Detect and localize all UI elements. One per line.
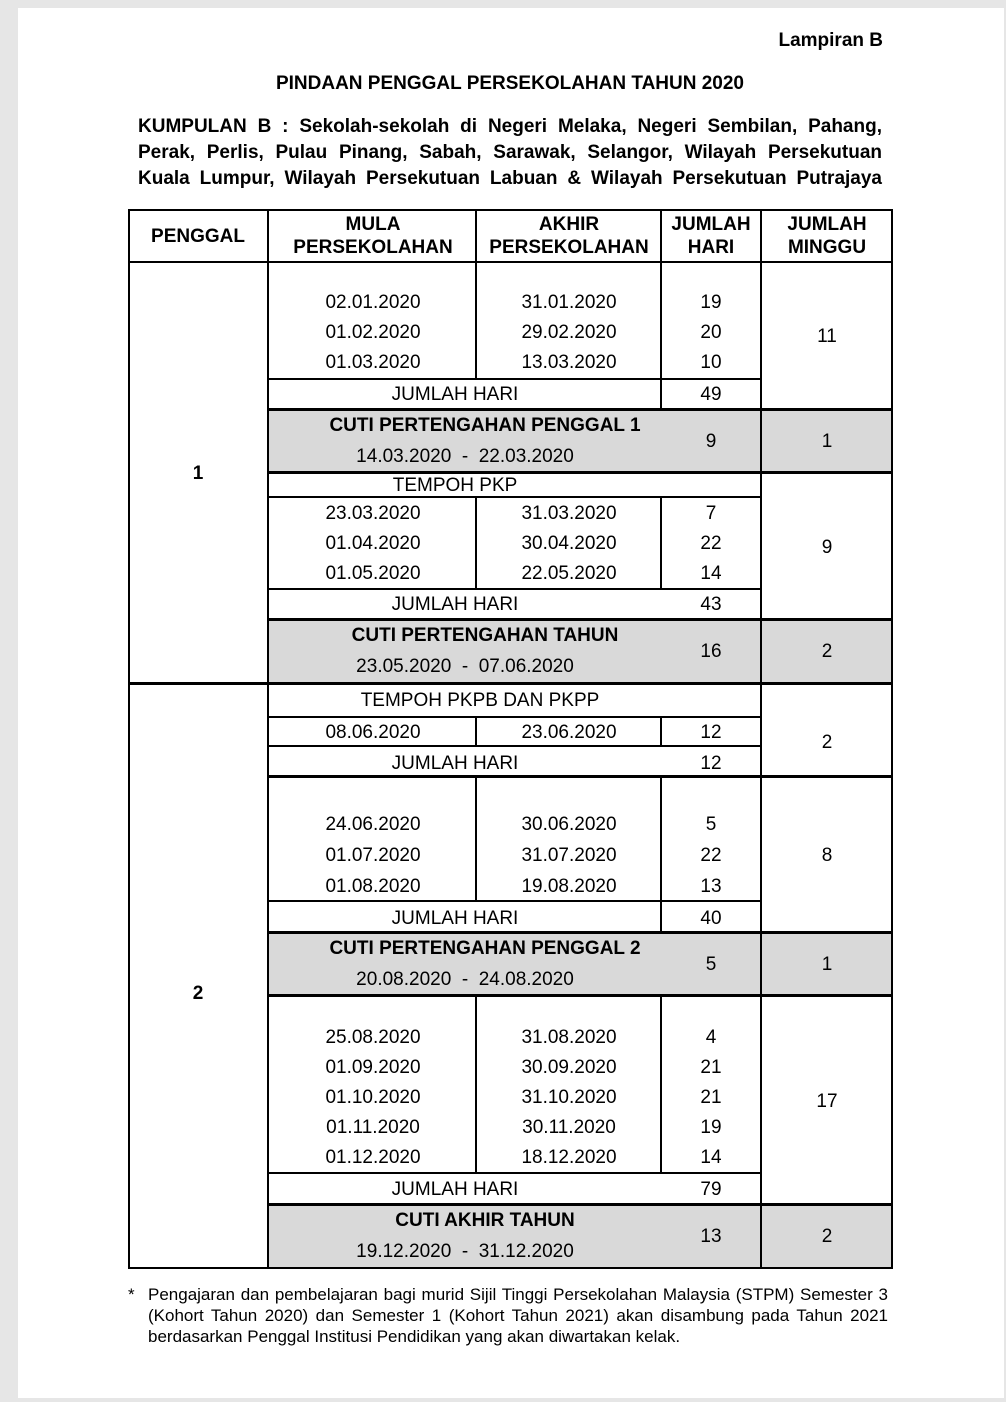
header-mula: MULA [345, 214, 401, 235]
minggu-value: 8 [821, 845, 833, 866]
table-rule [267, 209, 269, 1269]
table-rule [268, 408, 893, 411]
kumpulan-line: Perak, Perlis, Pulau Pinang, Sabah, Sarawak, Selangor, Wilayah Persekutuan [138, 142, 882, 163]
jumlah-hari-value: 12 [700, 722, 722, 743]
penggal-2-label: 2 [192, 983, 204, 1004]
date-mula: 02.01.2020 [325, 292, 421, 313]
table-rule [475, 776, 477, 901]
date-mula: 01.10.2020 [325, 1087, 421, 1108]
header-jumlah-hari: JUMLAH [671, 214, 751, 235]
table-rule [268, 775, 893, 778]
date-mula: 25.08.2020 [325, 1027, 421, 1048]
table-rule [268, 588, 761, 590]
table-rule [660, 209, 662, 263]
table-rule [128, 1267, 893, 1269]
date-mula: 01.09.2020 [325, 1057, 421, 1078]
jumlah-hari-label: JUMLAH HARI [391, 1179, 519, 1200]
jumlah-hari-value: 7 [705, 503, 717, 524]
jumlah-hari-label: JUMLAH HARI [391, 753, 519, 774]
table-rule [268, 471, 893, 474]
table-rule [268, 378, 761, 380]
table-rule [891, 209, 893, 1269]
penggal-1-label: 1 [192, 463, 204, 484]
cuti-minggu: 1 [821, 954, 833, 975]
date-akhir: 30.09.2020 [521, 1057, 617, 1078]
jumlah-hari-total: 43 [700, 594, 722, 615]
tempoh-pkpb-label: TEMPOH PKPB DAN PKPP [360, 690, 600, 711]
table-rule [268, 1172, 761, 1174]
date-mula: 01.05.2020 [325, 563, 421, 584]
jumlah-hari-total: 12 [700, 753, 722, 774]
date-mula: 01.12.2020 [325, 1147, 421, 1168]
jumlah-hari-label: JUMLAH HARI [391, 594, 519, 615]
date-akhir: 31.07.2020 [521, 845, 617, 866]
date-mula: 01.02.2020 [325, 322, 421, 343]
table-rule [760, 263, 762, 409]
date-akhir: 30.06.2020 [521, 814, 617, 835]
table-rule [128, 682, 893, 685]
table-rule [660, 716, 662, 746]
jumlah-hari-value: 5 [705, 814, 717, 835]
cuti-hari: 13 [700, 1226, 722, 1247]
table-rule [660, 776, 662, 932]
jumlah-hari-value: 20 [700, 322, 722, 343]
date-akhir: 31.08.2020 [521, 1027, 617, 1048]
table-rule [268, 716, 761, 718]
kumpulan-description [138, 114, 882, 192]
date-akhir: 29.02.2020 [521, 322, 617, 343]
minggu-value: 17 [816, 1091, 838, 1112]
date-akhir: 31.10.2020 [521, 1087, 617, 1108]
jumlah-hari-value: 21 [700, 1087, 722, 1108]
cuti-minggu: 2 [821, 641, 833, 662]
date-akhir: 30.11.2020 [522, 1117, 616, 1138]
table-rule [128, 209, 893, 211]
cuti-hari: 5 [705, 954, 717, 975]
header-jumlah-minggu: MINGGU [787, 237, 867, 258]
date-mula: 01.07.2020 [325, 845, 421, 866]
header-akhir: PERSEKOLAHAN [489, 237, 649, 258]
cuti-minggu: 1 [821, 431, 833, 452]
jumlah-hari-total: 49 [700, 384, 722, 405]
jumlah-hari-label: JUMLAH HARI [391, 908, 519, 929]
table-rule [268, 1203, 893, 1206]
footnote-star: * [128, 1285, 135, 1304]
date-mula: 23.03.2020 [325, 503, 421, 524]
table-rule [268, 745, 761, 747]
minggu-value: 9 [821, 537, 833, 558]
date-akhir: 31.03.2020 [521, 503, 617, 524]
table-rule [128, 261, 893, 263]
date-akhir: 13.03.2020 [521, 352, 617, 373]
table-rule [475, 716, 477, 746]
jumlah-hari-total: 40 [700, 908, 722, 929]
jumlah-hari-value: 19 [700, 1117, 722, 1138]
table-rule [760, 619, 762, 683]
date-akhir: 18.12.2020 [521, 1147, 617, 1168]
table-rule [660, 996, 662, 1173]
schedule-table [128, 209, 893, 1269]
header-akhir: AKHIR [538, 214, 600, 235]
date-mula: 24.06.2020 [325, 814, 421, 835]
cuti-dates: 14.03.2020 - 22.03.2020 [356, 446, 574, 467]
jumlah-hari-value: 21 [700, 1057, 722, 1078]
date-mula: 01.03.2020 [325, 352, 421, 373]
cuti-title: CUTI PERTENGAHAN PENGGAL 2 [329, 938, 641, 959]
minggu-value: 11 [817, 326, 837, 347]
document-title: PINDAAN PENGGAL PERSEKOLAHAN TAHUN 2020 [275, 73, 745, 94]
jumlah-hari-value: 4 [705, 1027, 717, 1048]
date-mula: 01.08.2020 [325, 876, 421, 897]
table-rule [268, 618, 893, 621]
table-rule [475, 263, 477, 379]
table-rule [760, 683, 762, 776]
cuti-title: CUTI PERTENGAHAN PENGGAL 1 [329, 415, 641, 436]
kumpulan-line: KUMPULAN B : Sekolah-sekolah di Negeri Melaka, Negeri Sembilan, Pahang, [138, 116, 882, 137]
header-jumlah-minggu: JUMLAH [787, 214, 867, 235]
cuti-hari: 9 [705, 431, 717, 452]
jumlah-hari-label: JUMLAH HARI [391, 384, 519, 405]
table-rule [268, 994, 893, 997]
footnote [128, 1284, 888, 1347]
jumlah-hari-value: 13 [700, 876, 722, 897]
table-rule [475, 496, 477, 589]
date-akhir: 19.08.2020 [521, 876, 617, 897]
table-rule [128, 209, 130, 1269]
header-jumlah-hari: HARI [687, 237, 735, 258]
header-penggal: PENGGAL [151, 226, 245, 247]
date-akhir: 22.05.2020 [521, 563, 617, 584]
jumlah-hari-total: 79 [700, 1179, 722, 1200]
cuti-title: CUTI AKHIR TAHUN [395, 1210, 575, 1231]
header-mula: PERSEKOLAHAN [293, 237, 453, 258]
cuti-dates: 23.05.2020 - 07.06.2020 [356, 656, 574, 677]
jumlah-hari-value: 22 [700, 533, 722, 554]
cuti-hari: 16 [700, 641, 722, 662]
tempoh-pkp-label: TEMPOH PKP [392, 475, 518, 496]
footnote-text: Pengajaran dan pembelajaran bagi murid Sijil Tinggi Persekolahan Malaysia (STPM) Semester 3 (Kohort Tahun 2020) dan Semester 1 (Kohort Tahun 2021) akan disambung pada Tahun 2021 berdasarkan Penggal Institusi Pendidikan yang akan diwartakan kelak. [148, 1285, 888, 1346]
table-rule [268, 900, 761, 902]
table-rule [760, 409, 762, 473]
table-rule [760, 209, 762, 263]
table-rule [760, 473, 762, 619]
table-rule [475, 996, 477, 1173]
cuti-dates: 20.08.2020 - 24.08.2020 [356, 969, 574, 990]
cuti-minggu: 2 [821, 1226, 833, 1247]
jumlah-hari-value: 22 [700, 845, 722, 866]
table-rule [760, 932, 762, 996]
table-rule [268, 931, 893, 934]
date-mula: 01.11.2020 [326, 1117, 420, 1138]
table-rule [760, 1204, 762, 1269]
date-mula: 08.06.2020 [325, 722, 421, 743]
jumlah-hari-value: 14 [700, 563, 722, 584]
table-rule [660, 496, 662, 589]
jumlah-hari-value: 10 [700, 352, 722, 373]
date-akhir: 23.06.2020 [521, 722, 617, 743]
lampiran-label: Lampiran B [778, 30, 883, 51]
jumlah-hari-value: 14 [700, 1147, 722, 1168]
jumlah-hari-value: 19 [700, 292, 722, 313]
cuti-dates: 19.12.2020 - 31.12.2020 [356, 1241, 574, 1262]
table-rule [760, 776, 762, 932]
kumpulan-line: Kuala Lumpur, Wilayah Persekutuan Labuan & Wilayah Persekutuan Putrajaya [138, 168, 882, 189]
cuti-title: CUTI PERTENGAHAN TAHUN [351, 625, 619, 646]
table-rule [475, 209, 477, 263]
date-mula: 01.04.2020 [325, 533, 421, 554]
table-rule [660, 379, 662, 409]
minggu-value: 2 [821, 732, 833, 753]
date-akhir: 31.01.2020 [521, 292, 617, 313]
date-akhir: 30.04.2020 [521, 533, 617, 554]
